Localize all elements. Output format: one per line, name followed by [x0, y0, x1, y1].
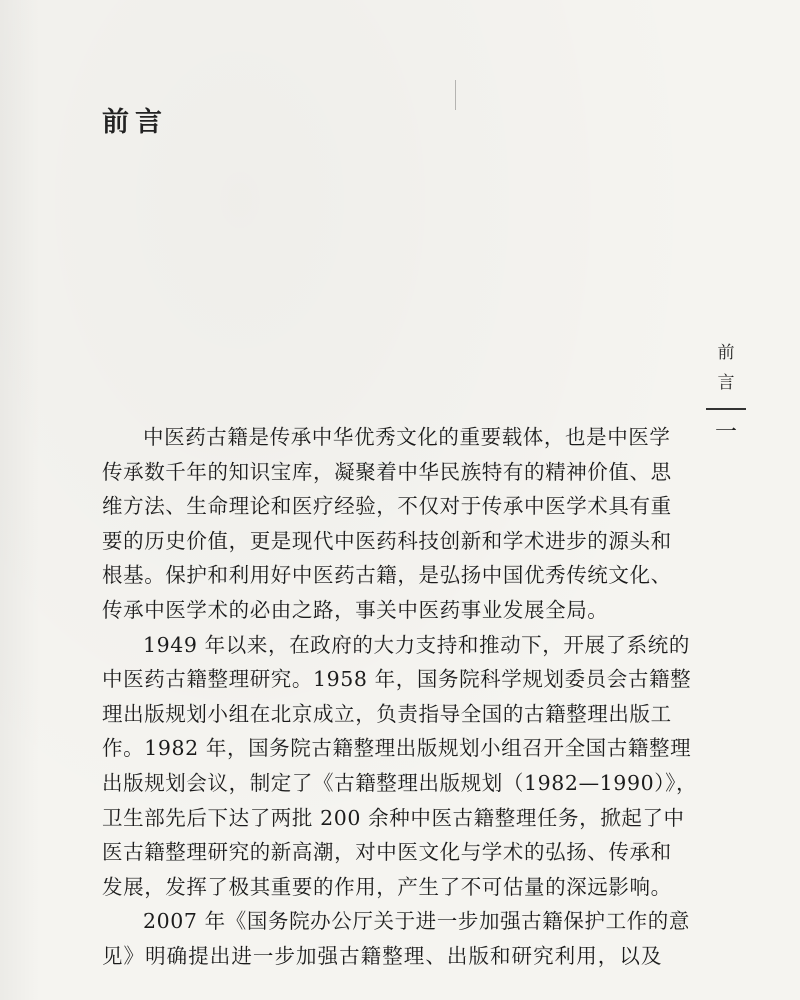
text-line: 见》明确提出进一步加强古籍整理、出版和研究利用，以及 — [102, 943, 662, 968]
text-line: 医古籍整理研究的新高潮，对中医文化与学术的弘扬、传承和 — [102, 840, 672, 865]
paragraph — [102, 904, 690, 973]
section-tab-char: 前 — [717, 343, 735, 363]
text-line: 要的历史价值，更是现代中医药科技创新和学术进步的源头和 — [102, 528, 672, 553]
text-line: 出版规划会议，制定了《古籍整理出版规划（1982—1990）》， — [102, 770, 698, 795]
print-mark — [455, 80, 456, 110]
text-line: 理出版规划小组在北京成立，负责指导全国的古籍整理出版工 — [102, 701, 672, 726]
text-line: 传承中医学术的必由之路，事关中医药事业发展全局。 — [102, 597, 609, 622]
text-line: 维方法、生命理论和医疗经验，不仅对于传承中医学术具有重 — [102, 494, 672, 519]
paragraph — [102, 628, 698, 905]
text-line: 发展，发挥了极其重要的作用，产生了不可估量的深远影响。 — [102, 874, 672, 899]
text-line: 1949 年以来，在政府的大力支持和推动下，开展了系统的 — [143, 632, 690, 657]
paragraph — [102, 420, 672, 628]
page-number: 一 — [714, 420, 737, 445]
text-line: 中医药古籍整理研究。1958 年，国务院科学规划委员会古籍整 — [102, 667, 692, 692]
text-line: 传承数千年的知识宝库，凝聚着中华民族特有的精神价值、思 — [102, 459, 672, 484]
text-line: 根基。保护和利用好中医药古籍，是弘扬中国优秀传统文化、 — [102, 563, 672, 588]
page-title: 前言 — [102, 107, 168, 138]
text-line: 作。1982 年，国务院古籍整理出版规划小组召开全国古籍整理 — [102, 736, 692, 761]
section-tab-char: 言 — [717, 373, 735, 393]
text-line: 中医药古籍是传承中华优秀文化的重要载体，也是中医学 — [143, 425, 671, 449]
body-text — [102, 420, 698, 974]
section-tab — [706, 338, 746, 444]
text-line: 卫生部先后下达了两批 200 余种中医古籍整理任务，掀起了中 — [102, 805, 685, 830]
section-tab-rule — [706, 408, 746, 410]
text-line: 2007 年《国务院办公厅关于进一步加强古籍保护工作的意 — [143, 909, 690, 934]
